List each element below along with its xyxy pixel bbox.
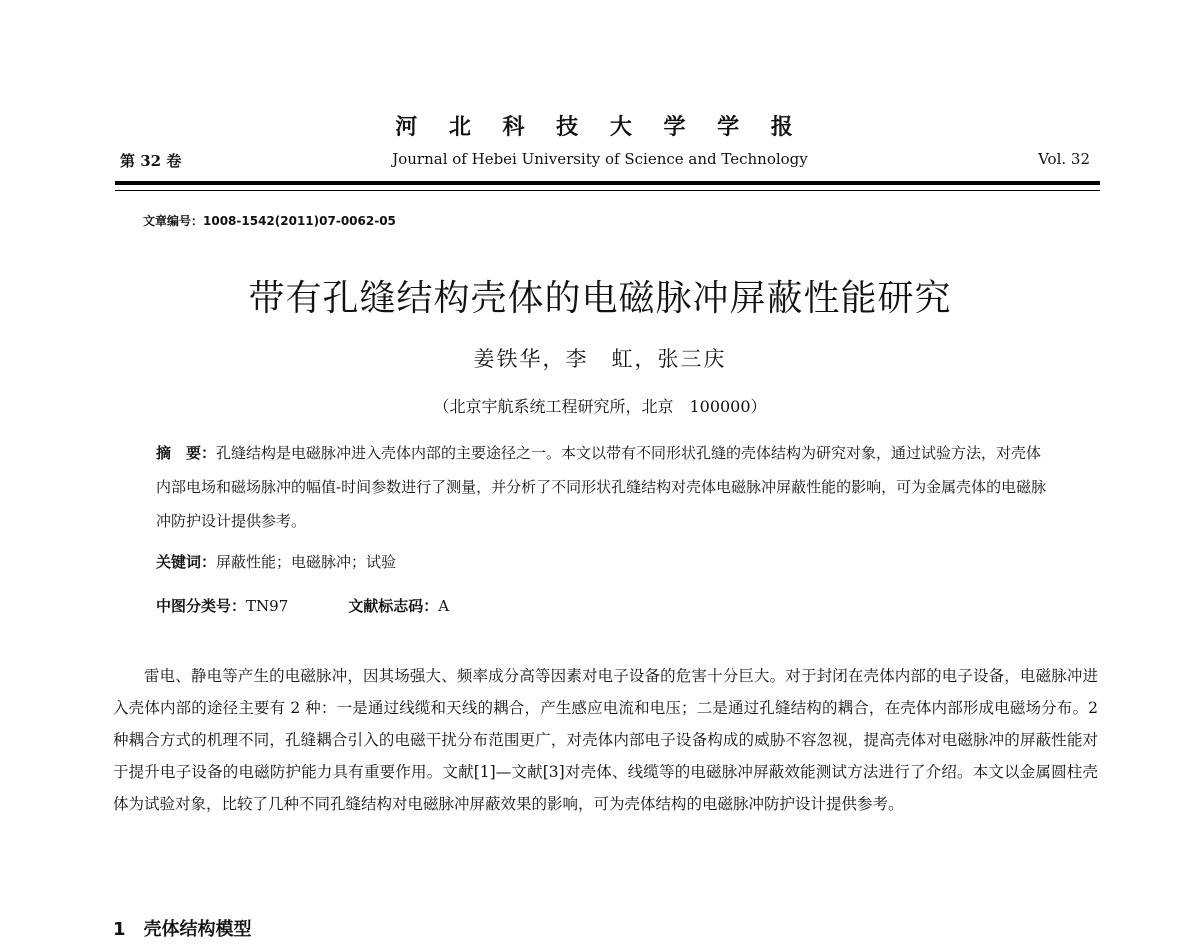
clc-label: 中图分类号：: [156, 597, 247, 615]
keywords: [156, 551, 396, 572]
keywords-text: 屏蔽性能；电磁脉冲；试验: [216, 553, 397, 571]
section-number: 1: [113, 919, 126, 940]
clc-value: TN97: [246, 597, 289, 615]
doc-code-label: 文献标志码：: [348, 597, 439, 615]
volume-label-en: Vol. 32: [1038, 150, 1090, 168]
header-rule-thin: [115, 190, 1100, 191]
paper-title: 带有孔缝结构壳体的电磁脉冲屏蔽性能研究: [248, 278, 952, 319]
affiliation: （北京宇航系统工程研究所，北京 100000）: [433, 397, 767, 416]
abstract-text: 孔缝结构是电磁脉冲进入壳体内部的主要途径之一。本文以带有不同形状孔缝的壳体结构为研究对象，通过试验方法，对壳体内部电场和磁场脉冲的幅值-时间参数进行了测量，并分析了不同形状孔缝结构对壳体电磁脉冲屏蔽性能的影响，可为金属壳体的电磁脉冲防护设计提供参考。: [156, 444, 1047, 530]
abstract: [156, 436, 1056, 538]
authors: 姜铁华，李 虹，张三庆: [473, 347, 727, 371]
body-text: [113, 660, 1098, 820]
article-number: 文章编号：1008-1542(2011)07-0062-05: [143, 214, 396, 228]
classification: [156, 595, 449, 616]
abstract-label: 摘 要：: [156, 444, 217, 462]
keywords-label: 关键词：: [156, 553, 217, 571]
volume-label-cn: 第 32 卷: [120, 152, 182, 170]
journal-title-cn: 河 北 科 技 大 学 学 报: [395, 114, 805, 140]
journal-title-en: Journal of Hebei University of Science and Technology: [392, 150, 808, 168]
section-heading: [113, 915, 252, 941]
intro-paragraph: 雷电、静电等产生的电磁脉冲，因其场强大、频率成分高等因素对电子设备的危害十分巨大。对于封闭在壳体内部的电子设备，电磁脉冲进入壳体内部的途径主要有 2 种：一是通过线缆和天线的耦合，产生感应电流和电压；二是通过孔缝结构的耦合，在壳体内部形成电磁场分布。2 种耦合方式的机理不同，孔缝耦合引入的电磁干扰分布范围更广，对壳体内部电子设备构成的威胁不容忽视，提高壳体对电磁脉冲的屏蔽性能对于提升电子设备的电磁防护能力具有重要作用。文献[1]—文献[3]对壳体、线缆等的电磁脉冲屏蔽效能测试方法进行了介绍。本文以金属圆柱壳体为试验对象，比较了几种不同孔缝结构对电磁脉冲屏蔽效果的影响，可为壳体结构的电磁脉冲防护设计提供参考。: [113, 667, 1098, 813]
doc-code-value: A: [438, 597, 450, 615]
header-rule-thick: [115, 181, 1100, 185]
section-title: 壳体结构模型: [143, 919, 252, 940]
